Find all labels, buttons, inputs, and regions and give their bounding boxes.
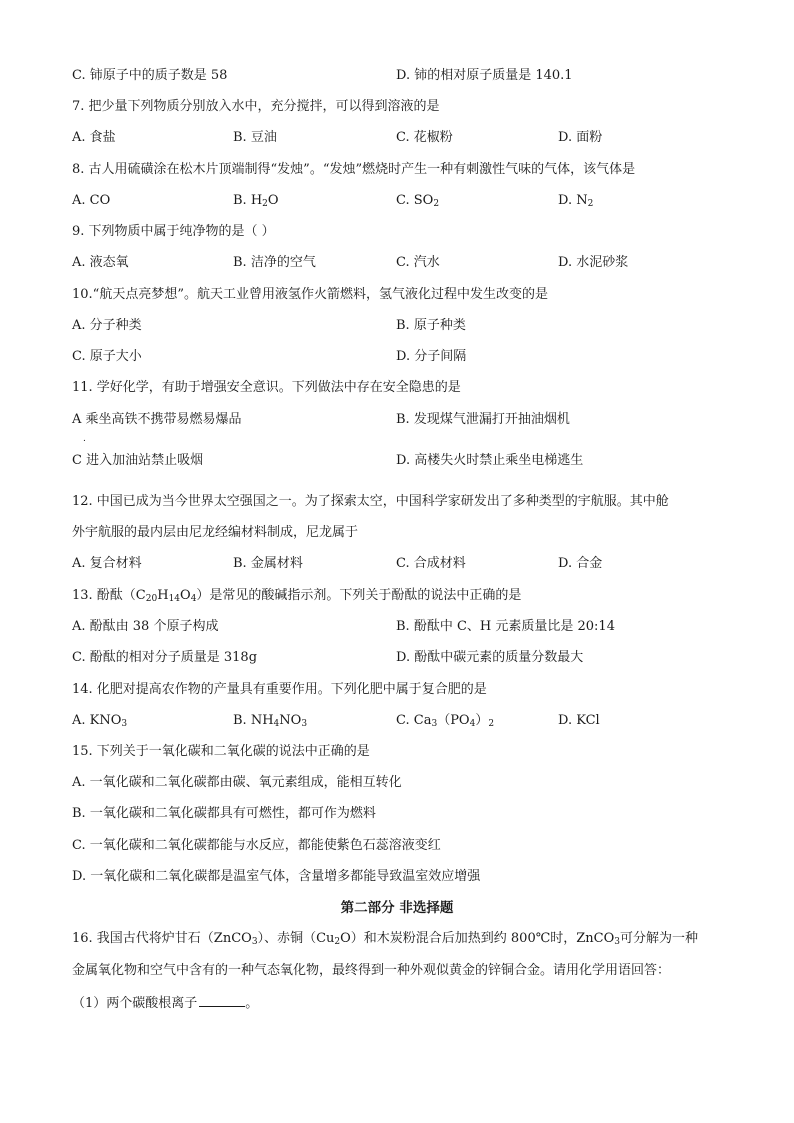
q11-option-d: D. 高楼失火时禁止乘坐电梯逃生 xyxy=(396,453,584,468)
q10-stem: 10.“航天点亮梦想”。航天工业曾用液氢作火箭燃料，氢气液化过程中发生改变的是 xyxy=(72,287,548,302)
q15-option-b: B. 一氧化碳和二氧化碳都具有可燃性，都可作为燃料 xyxy=(72,806,376,821)
q10-option-d: D. 分子间隔 xyxy=(396,349,467,364)
q9-option-b: B. 洁净的空气 xyxy=(233,255,316,270)
q15-option-c: C. 一氧化碳和二氧化碳都能与水反应，都能使紫色石蕊溶液变红 xyxy=(72,838,441,853)
q13-option-c: C. 酚酞的相对分子质量是 318g xyxy=(72,650,258,665)
q8-option-c: C. $SO_2$ xyxy=(396,193,440,209)
q9-stem: 9. 下列物质中属于纯净物的是（ ） xyxy=(72,224,275,239)
q12-option-a: A. 复合材料 xyxy=(72,556,142,571)
q11-stem: 11. 学好化学，有助于增强安全意识。下列做法中存在安全隐患的是 xyxy=(72,380,461,395)
q7-option-d: D. 面粉 xyxy=(558,130,603,145)
q12-stem-line1: 12. 中国已成为当今世界太空强国之一。为了探索太空，中国科学家研发出了多种类型的宇航服。其中舱 xyxy=(72,494,669,509)
q15-stem: 15. 下列关于一氧化碳和二氧化碳的说法中正确的是 xyxy=(72,744,370,759)
q12-option-c: C. 合成材料 xyxy=(396,556,466,571)
q14-option-b: B. $NH_4NO_3$ xyxy=(233,713,308,729)
q11-option-a: A 乘坐高铁不携带易燃易爆品 xyxy=(72,412,242,427)
answer-blank[interactable] xyxy=(199,992,245,1007)
q7-option-a: A. 食盐 xyxy=(72,130,116,145)
q13-option-d: D. 酚酞中碳元素的质量分数最大 xyxy=(396,650,584,665)
q7-option-b: B. 豆油 xyxy=(233,130,277,145)
q13-option-b: B. 酚酞中 C、H 元素质量比是 20:14 xyxy=(396,619,615,634)
q11-option-b: B. 发现煤气泄漏打开抽油烟机 xyxy=(396,412,570,427)
q12-option-d: D. 合金 xyxy=(558,556,603,571)
q12-stem-line2: 外宇航服的最内层由尼龙经编材料制成，尼龙属于 xyxy=(72,525,359,540)
q9-option-d: D. 水泥砂浆 xyxy=(558,255,629,270)
stray-dot: . xyxy=(83,434,86,444)
q10-option-c: C. 原子大小 xyxy=(72,349,142,364)
q14-stem: 14. 化肥对提高农作物的产量具有重要作用。下列化肥中属于复合肥的是 xyxy=(72,682,487,697)
q6-option-d: D. 铈的相对原子质量是 140.1 xyxy=(396,68,573,83)
section-heading: 第二部分 非选择题 xyxy=(340,900,454,916)
q14-option-d: D. KCl xyxy=(558,713,600,728)
q14-option-c: C. $Ca_3(PO_4)_2$ xyxy=(396,713,495,729)
q8-stem: 8. 古人用硫磺涂在松木片顶端制得“发烛”。“发烛”燃烧时产生一种有刺激性气味的气体，该气体是 xyxy=(72,162,636,177)
q16-stem-line2: 金属氧化物和空气中含有的一种气态氧化物，最终得到一种外观似黄金的锌铜合金。请用化学用语回答： xyxy=(72,963,671,978)
q8-option-a: A. CO xyxy=(72,193,111,208)
q13-option-a: A. 酚酞由 38 个原子构成 xyxy=(72,619,219,634)
q14-option-a: A. $KNO_3$ xyxy=(72,713,128,729)
q10-option-b: B. 原子种类 xyxy=(396,318,466,333)
q9-option-a: A. 液态氧 xyxy=(72,255,129,270)
q8-option-d: D. $N_2$ xyxy=(558,193,594,209)
q10-option-a: A. 分子种类 xyxy=(72,318,142,333)
q15-option-a: A. 一氧化碳和二氧化碳都由碳、氧元素组成，能相互转化 xyxy=(72,775,402,790)
q8-option-b: B. $H_2O$ xyxy=(233,193,279,209)
q13-stem: 13. 酚酞$(C_{20}H_{14}O_4)$是常见的酸碱指示剂。下列关于酚酞的说法中正确的是 xyxy=(72,588,522,604)
q16-subquestion-1: （1）两个碳酸根离子 。 xyxy=(72,992,734,1012)
q7-stem: 7. 把少量下列物质分别放入水中，充分搅拌，可以得到溶液的是 xyxy=(72,99,440,114)
q11-option-c: C 进入加油站禁止吸烟 xyxy=(72,453,204,468)
q7-option-c: C. 花椒粉 xyxy=(396,130,453,145)
q6-option-c: C. 铈原子中的质子数是 58 xyxy=(72,68,228,83)
q12-option-b: B. 金属材料 xyxy=(233,556,303,571)
q15-option-d: D. 一氧化碳和二氧化碳都是温室气体，含量增多都能导致温室效应增强 xyxy=(72,869,481,884)
q9-option-c: C. 汽水 xyxy=(396,255,440,270)
q16-stem-line1: 16. 我国古代将炉甘石（ZnCO$_3$）、赤铜$(Cu_2O)$和木炭粉混合后加热到约 800℃时，ZnCO$_3$可分解为一种 xyxy=(72,931,699,947)
